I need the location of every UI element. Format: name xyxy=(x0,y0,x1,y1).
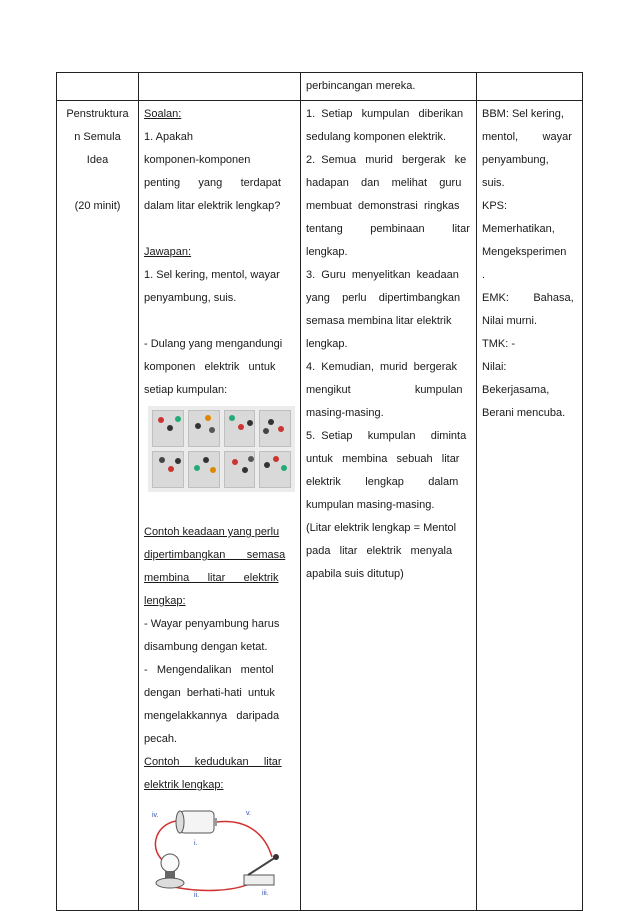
activity-line: apabila suis ditutup) xyxy=(306,568,404,580)
question-line: dalam litar elektrik lengkap? xyxy=(144,200,281,212)
switch-icon xyxy=(244,854,279,885)
notes-line: mentol, wayar xyxy=(482,131,572,143)
tray xyxy=(188,410,220,447)
battery-icon xyxy=(176,811,217,833)
duration: (20 minit) xyxy=(74,200,121,212)
activity-line: tentang pembinaan litar xyxy=(306,223,470,235)
notes-line: EMK: Bahasa, xyxy=(482,292,574,304)
circuit-label: ii. xyxy=(194,892,200,899)
tray-line: - Dulang yang mengandungi xyxy=(144,338,283,350)
activity-line: elektrik lengkap dalam xyxy=(306,476,459,488)
consider-line: - Mengendalikan mentol xyxy=(144,664,274,676)
notes-line: . xyxy=(482,269,486,281)
activity-line: semasa membina litar elektrik xyxy=(306,315,452,327)
table-row xyxy=(57,73,583,101)
activity-line: yang perlu dipertimbangkan xyxy=(306,292,461,304)
question-line: 1. Apakah xyxy=(144,131,193,143)
notes-line: suis. xyxy=(482,177,505,189)
stage-line: Idea xyxy=(86,154,109,166)
notes-line: TMK: - xyxy=(482,338,515,350)
notes-line: Bekerjasama, xyxy=(482,384,550,396)
consider-line: mengelakkannya daripada xyxy=(144,710,280,722)
notes-line: penyambung, xyxy=(482,154,549,166)
example-heading: Contoh kedudukan litar xyxy=(144,756,282,768)
wire-v xyxy=(217,822,272,857)
activity-line: 4. Kemudian, murid bergerak xyxy=(306,361,458,373)
circuit-label: iv. xyxy=(152,812,159,819)
cell-stage-empty xyxy=(57,73,139,101)
tray xyxy=(259,451,291,488)
tray xyxy=(224,410,256,447)
example-heading: elektrik lengkap: xyxy=(144,779,224,791)
notes-line: Mengeksperimen xyxy=(482,246,567,258)
answer-heading: Jawapan: xyxy=(144,246,192,258)
notes-line: Nilai: xyxy=(482,361,507,373)
circuit-label: iii. xyxy=(262,890,269,897)
activity-line: lengkap. xyxy=(306,246,348,258)
circuit-diagram xyxy=(144,801,292,899)
cell-content-empty xyxy=(139,73,301,101)
consider-heading: lengkap: xyxy=(144,595,186,607)
activity-line: hadapan dan melihat guru xyxy=(306,177,462,189)
tray xyxy=(152,451,184,488)
activity-line: lengkap. xyxy=(306,338,348,350)
table-row xyxy=(57,101,583,911)
activity-line: kumpulan masing-masing. xyxy=(306,499,435,511)
circuit-label: v. xyxy=(246,810,251,817)
consider-line: disambung dengan ketat. xyxy=(144,641,268,653)
component-trays-photo xyxy=(148,406,295,492)
wire-ii xyxy=(174,883,252,890)
activity-line: mengikut kumpulan xyxy=(306,384,463,396)
notes-line: KPS: xyxy=(482,200,508,212)
circuit-label: i. xyxy=(194,840,198,847)
activity-line: (Litar elektrik lengkap = Mentol xyxy=(306,522,457,534)
answer-line: 1. Sel kering, mentol, wayar xyxy=(144,269,280,281)
activity-line: masing-masing. xyxy=(306,407,384,419)
activity-line: 2. Semua murid bergerak ke xyxy=(306,154,467,166)
tray xyxy=(188,451,220,488)
cell-notes-empty xyxy=(477,73,583,101)
consider-heading: membina litar elektrik xyxy=(144,572,279,584)
notes-line: BBM: Sel kering, xyxy=(482,108,564,120)
consider-heading: Contoh keadaan yang perlu xyxy=(144,526,280,538)
tray xyxy=(259,410,291,447)
tray xyxy=(152,410,184,447)
question-line: komponen-komponen xyxy=(144,154,251,166)
cell-activity xyxy=(301,101,477,911)
cell-activity-continued xyxy=(301,73,477,101)
activity-line: 3. Guru menyelitkan keadaan xyxy=(306,269,459,281)
consider-line: dengan berhati-hati untuk xyxy=(144,687,275,699)
stage-line: Penstruktura xyxy=(66,108,129,120)
cell-notes xyxy=(477,101,583,911)
answer-line: penyambung, suis. xyxy=(144,292,237,304)
bulb-icon xyxy=(156,854,184,888)
cell-content xyxy=(139,101,301,911)
activity-line: 5. Setiap kumpulan diminta xyxy=(306,430,467,442)
activity-continued-text: perbincangan mereka. xyxy=(306,80,416,92)
cell-stage xyxy=(57,101,139,911)
notes-line: Nilai murni. xyxy=(482,315,538,327)
consider-line: pecah. xyxy=(144,733,178,745)
question-line: penting yang terdapat xyxy=(144,177,281,189)
consider-heading: dipertimbangkan semasa xyxy=(144,549,286,561)
activity-line: 1. Setiap kumpulan diberikan xyxy=(306,108,464,120)
consider-line: - Wayar penyambung harus xyxy=(144,618,280,630)
tray xyxy=(224,451,256,488)
activity-line: sedulang komponen elektrik. xyxy=(306,131,447,143)
lesson-plan-table xyxy=(56,72,583,911)
notes-line: Berani mencuba. xyxy=(482,407,566,419)
stage-line: n Semula xyxy=(74,131,121,143)
activity-line: pada litar elektrik menyala xyxy=(306,545,453,557)
activity-line: untuk membina sebuah litar xyxy=(306,453,460,465)
activity-line: membuat demonstrasi ringkas xyxy=(306,200,460,212)
tray-line: komponen elektrik untuk xyxy=(144,361,276,373)
notes-line: Memerhatikan, xyxy=(482,223,555,235)
question-heading: Soalan: xyxy=(144,108,182,120)
tray-line: setiap kumpulan: xyxy=(144,384,228,396)
